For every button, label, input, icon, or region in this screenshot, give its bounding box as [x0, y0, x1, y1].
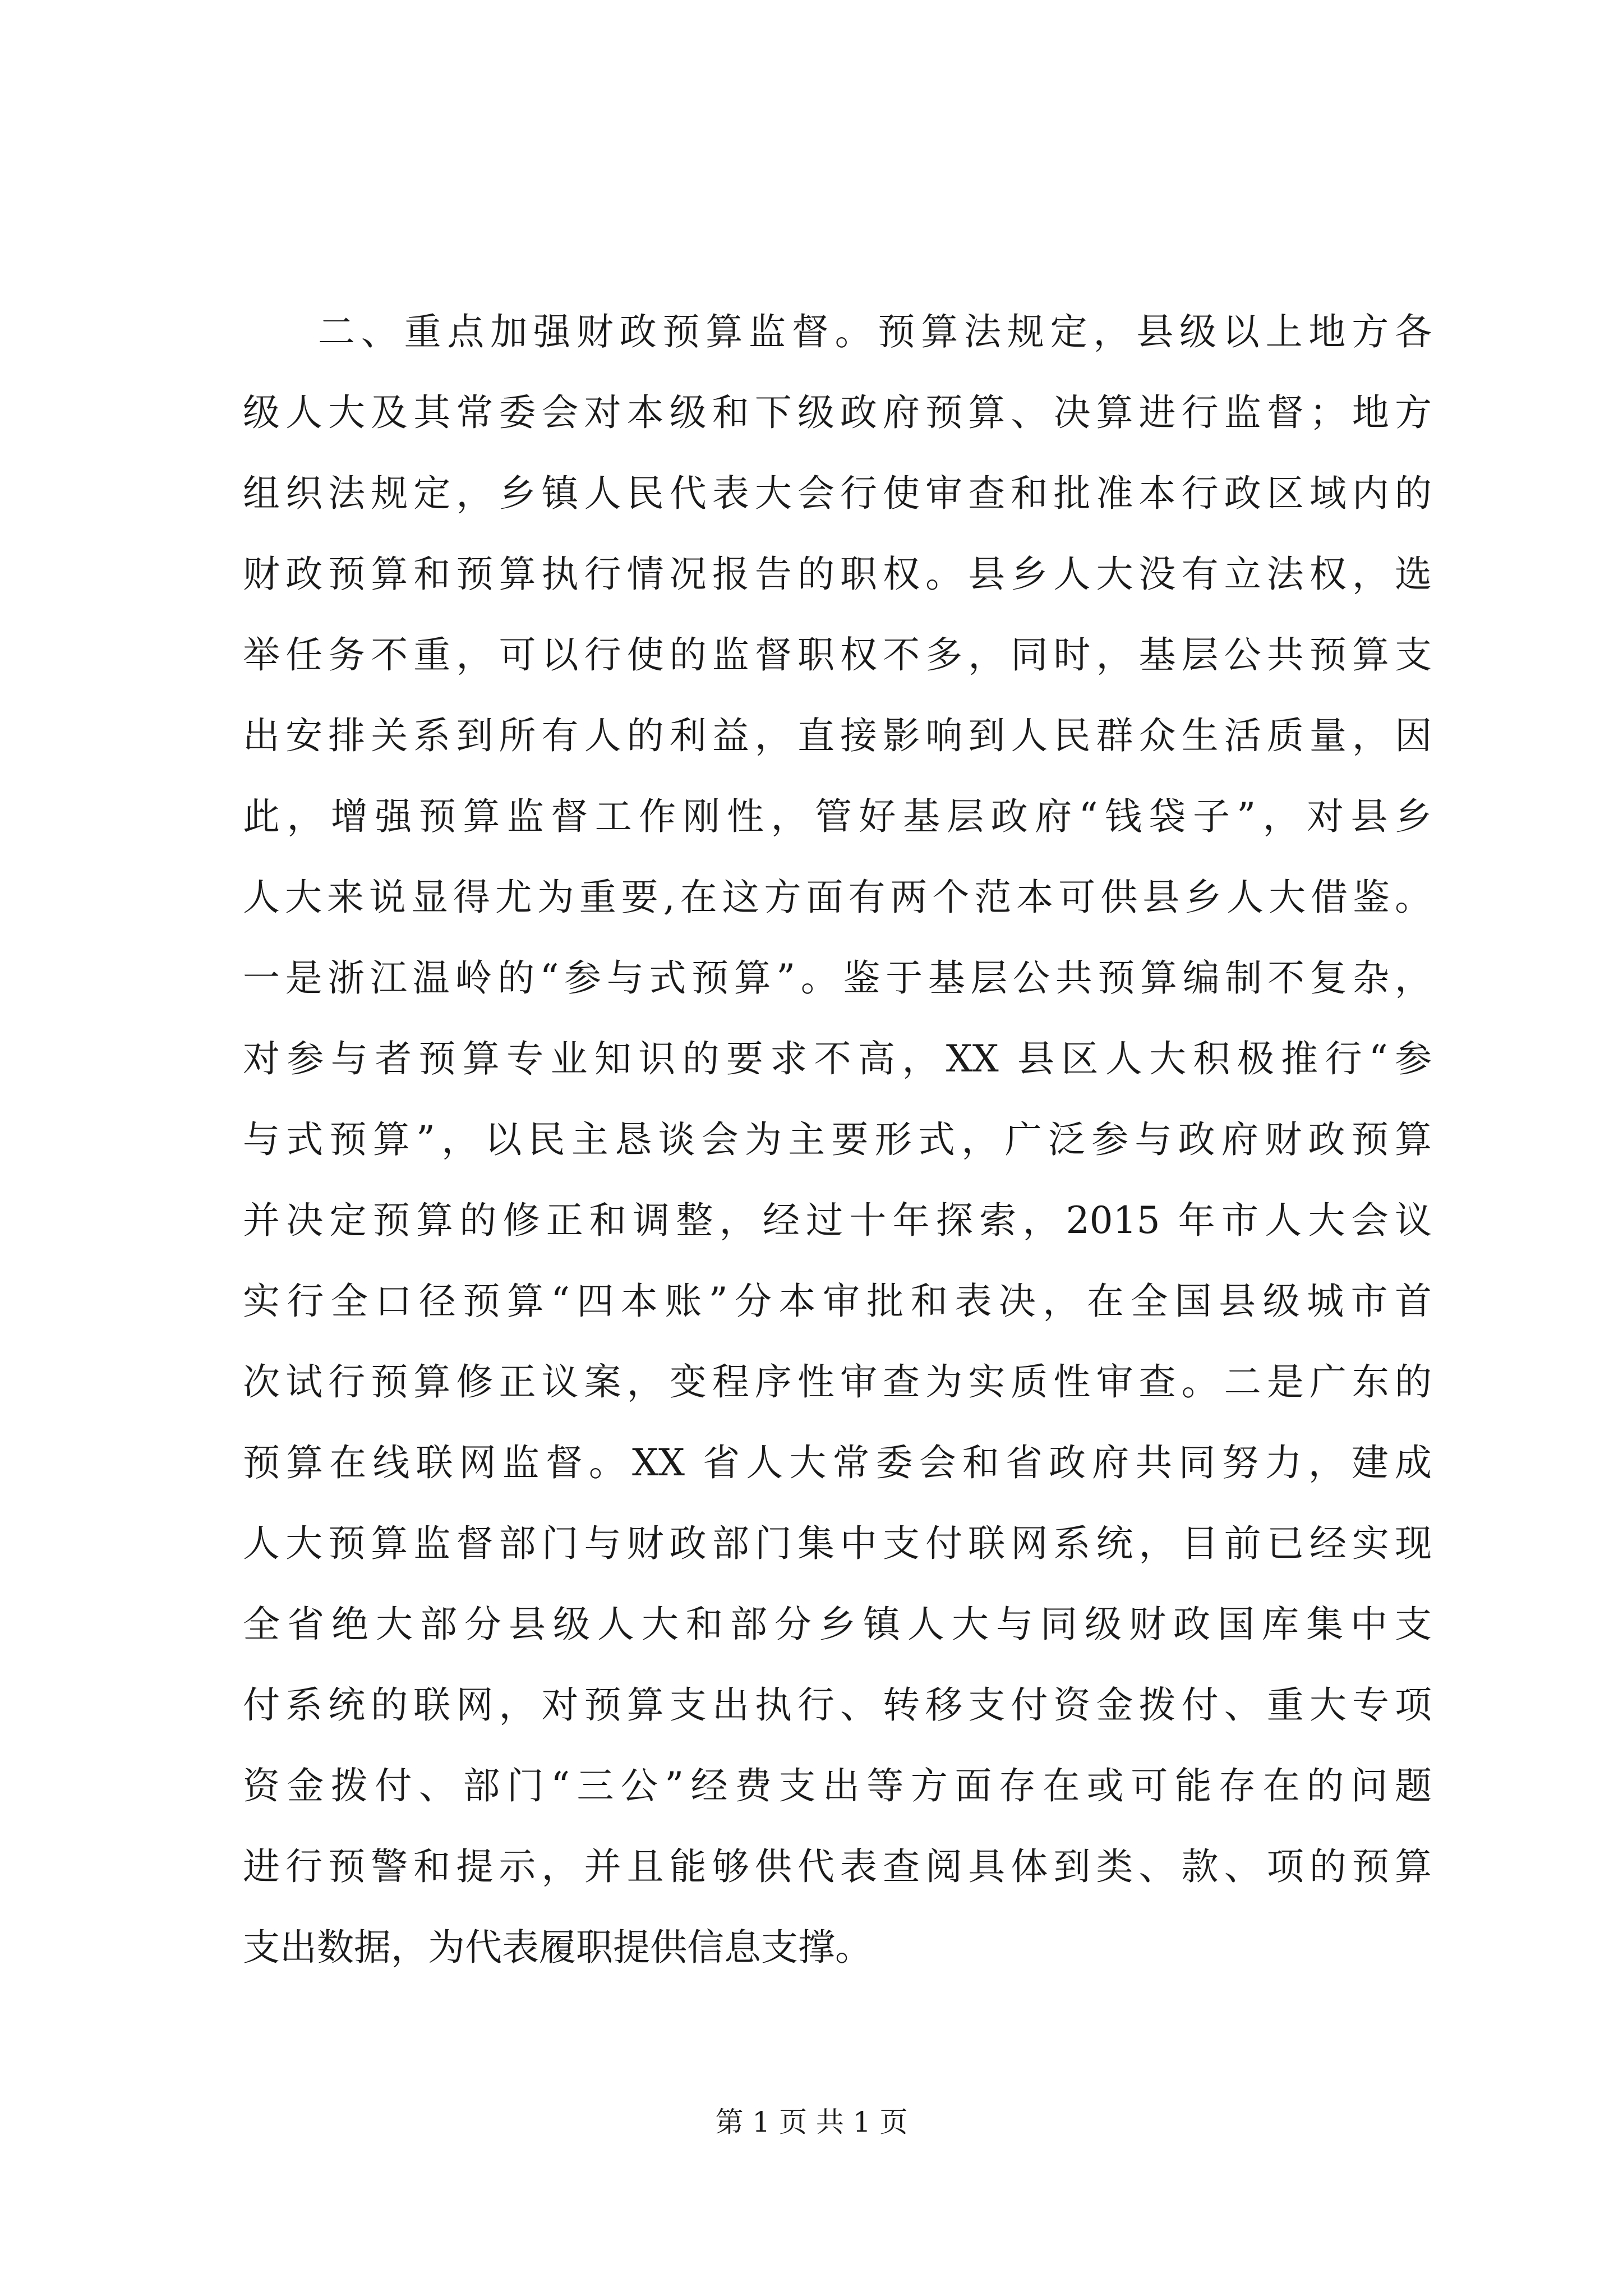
text-line: 二、重点加强财政预算监督。预算法规定，县级以上地方各 [318, 310, 1432, 353]
text-line: 支出数据，为代表履职提供信息支撑。 [243, 1926, 872, 1969]
text-line: 级人大及其常委会对本级和下级政府预算、决算进行监督；地方 [243, 391, 1432, 434]
text-line: 财政预算和预算执行情况报告的职权。县乡人大没有立法权，选 [243, 553, 1432, 596]
text-line: 资金拨付、部门“三公”经费支出等方面存在或可能存在的问题 [243, 1764, 1432, 1807]
text-line: 组织法规定，乡镇人民代表大会行使审查和批准本行政区域内的 [243, 472, 1432, 515]
text-line: 进行预警和提示，并且能够供代表查阅具体到类、款、项的预算 [243, 1845, 1432, 1888]
text-line: 全省绝大部分县级人大和部分乡镇人大与同级财政国库集中支 [243, 1603, 1432, 1646]
text-line: 人大预算监督部门与财政部门集中支付联网系统，目前已经实现 [243, 1522, 1432, 1565]
page-number-footer: 第 1 页 共 1 页 [715, 2106, 908, 2138]
text-line: 举任务不重，可以行使的监督职权不多，同时，基层公共预算支 [243, 633, 1432, 677]
text-line: 人大来说显得尤为重要,在这方面有两个范本可供县乡人大借鉴。 [243, 876, 1432, 919]
text-line: 次试行预算修正议案，变程序性审查为实质性审查。二是广东的 [243, 1360, 1432, 1404]
text-line: 此，增强预算监督工作刚性，管好基层政府“钱袋子”，对县乡 [243, 795, 1432, 838]
text-line: 实行全口径预算“四本账”分本审批和表决，在全国县级城市首 [243, 1280, 1432, 1323]
text-line: 对参与者预算专业知识的要求不高，XX 县区人大积极推行“参 [243, 1037, 1432, 1080]
text-line: 付系统的联网，对预算支出执行、转移支付资金拨付、重大专项 [243, 1683, 1432, 1727]
text-line: 并决定预算的修正和调整，经过十年探索，2015 年市人大会议 [243, 1199, 1432, 1242]
text-line: 一是浙江温岭的“参与式预算”。鉴于基层公共预算编制不复杂， [243, 956, 1432, 1000]
text-line: 与式预算”，以民主恳谈会为主要形式，广泛参与政府财政预算 [243, 1118, 1432, 1161]
text-line: 预算在线联网监督。XX 省人大常委会和省政府共同努力，建成 [243, 1441, 1432, 1484]
text-line: 出安排关系到所有人的利益，直接影响到人民群众生活质量，因 [243, 714, 1432, 757]
